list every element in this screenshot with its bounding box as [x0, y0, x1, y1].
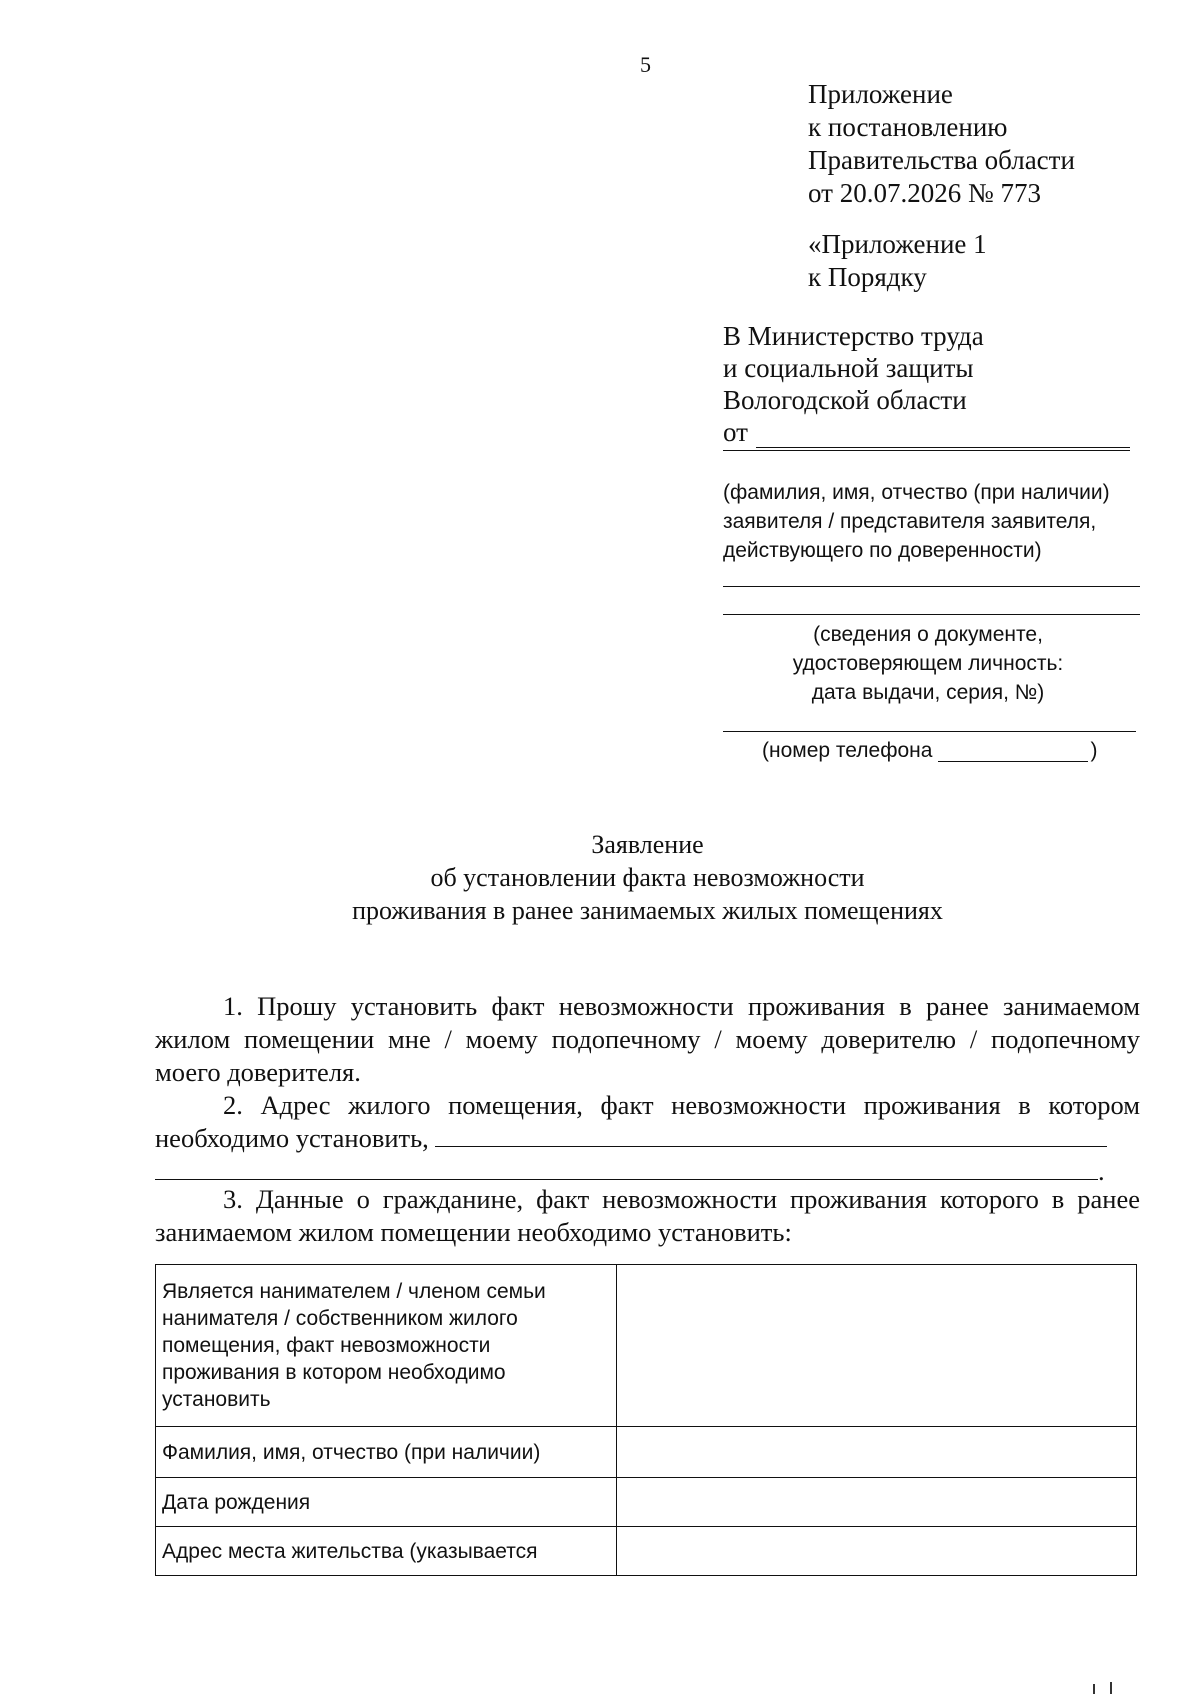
document-note-line: дата выдачи, серия, №) — [811, 681, 1045, 704]
paragraph-1: 1. Прошу установить факт невозможности проживания в ранее занимаемом жилом помещении мне / моему подопечному / моему доверителю / подопечному моего доверителя. — [155, 991, 1140, 1087]
phone-field-line — [723, 731, 1136, 732]
document-title — [150, 828, 1145, 927]
phone-number-line — [938, 743, 1088, 762]
attachment-order-line: «Приложение 1 — [808, 229, 987, 259]
applicant-note-line: действующего по доверенности) — [723, 539, 1042, 562]
document-note — [723, 620, 1133, 707]
attachment-line: Правительства области — [808, 145, 1075, 175]
phone-label: (номер телефона — [762, 739, 933, 762]
table-row — [156, 1527, 1137, 1576]
applicant-note-line: (фамилия, имя, отчество (при наличии) — [723, 481, 1110, 504]
attachment-line: от 20.07.2026 № 773 — [808, 178, 1041, 208]
from-label: от — [723, 417, 748, 447]
phone-row — [762, 736, 1097, 765]
table-label-cell: Дата рождения — [156, 1478, 617, 1527]
page-number: 5 — [640, 52, 651, 77]
paragraph-2 — [155, 1089, 1140, 1188]
scan-mark — [1110, 1682, 1112, 1694]
from-field-line — [756, 425, 1130, 448]
addressee-line: Вологодской области — [723, 385, 967, 415]
attachment-line: к постановлению — [808, 112, 1008, 142]
applicant-field-line — [723, 450, 1130, 451]
attachment-line: Приложение — [808, 79, 953, 109]
table-row — [156, 1265, 1137, 1427]
table-row — [156, 1427, 1137, 1478]
table-label-cell: Фамилия, имя, отчество (при наличии) — [156, 1427, 617, 1478]
table-label-cell: Является нанимателем / членом семьи нанимателя / собственником жилого помещения, факт невозможности проживания в котором необходимо установить — [156, 1265, 617, 1427]
applicant-note — [723, 478, 1110, 565]
table-row — [156, 1478, 1137, 1527]
document-note-line: (сведения о документе, — [813, 623, 1043, 646]
addressee-line: и социальной защиты — [723, 353, 974, 383]
applicant-note-line: заявителя / представителя заявителя, — [723, 510, 1097, 533]
citizen-data-table — [155, 1264, 1137, 1576]
address-field-line-2 — [155, 1159, 1098, 1180]
table-value-cell[interactable] — [617, 1265, 1137, 1427]
phone-close: ) — [1090, 739, 1098, 762]
table-value-cell[interactable] — [617, 1427, 1137, 1478]
addressee-line: В Министерство труда — [723, 321, 984, 351]
title-line: проживания в ранее занимаемых жилых помещениях — [352, 896, 943, 925]
from-row — [723, 416, 1130, 448]
table-value-cell[interactable] — [617, 1527, 1137, 1576]
attachment-header — [808, 78, 1075, 210]
attachment-order-line: к Порядку — [808, 262, 927, 292]
paragraph-2-end: . — [1098, 1156, 1105, 1186]
document-note-line: удостоверяющем личность: — [792, 652, 1064, 675]
addressee-block — [723, 320, 1130, 448]
table-label-cell: Адрес места жительства (указывается — [156, 1527, 617, 1576]
address-field-line-1 — [435, 1126, 1107, 1147]
paragraph-2-text: 2. Адрес жилого помещения, факт невозможности проживания в котором необходимо установить, — [155, 1090, 1140, 1153]
scan-mark — [1093, 1684, 1095, 1694]
title-line: Заявление — [591, 830, 704, 859]
attachment-order — [808, 228, 987, 294]
paragraph-3: 3. Данные о гражданине, факт невозможности проживания которого в ранее занимаемом жилом помещении необходимо установить: — [155, 1184, 1140, 1247]
document-field-line-1 — [723, 586, 1140, 587]
title-line: об установлении факта невозможности — [430, 863, 865, 892]
table-value-cell[interactable] — [617, 1478, 1137, 1527]
document-field-line-2 — [723, 614, 1140, 615]
